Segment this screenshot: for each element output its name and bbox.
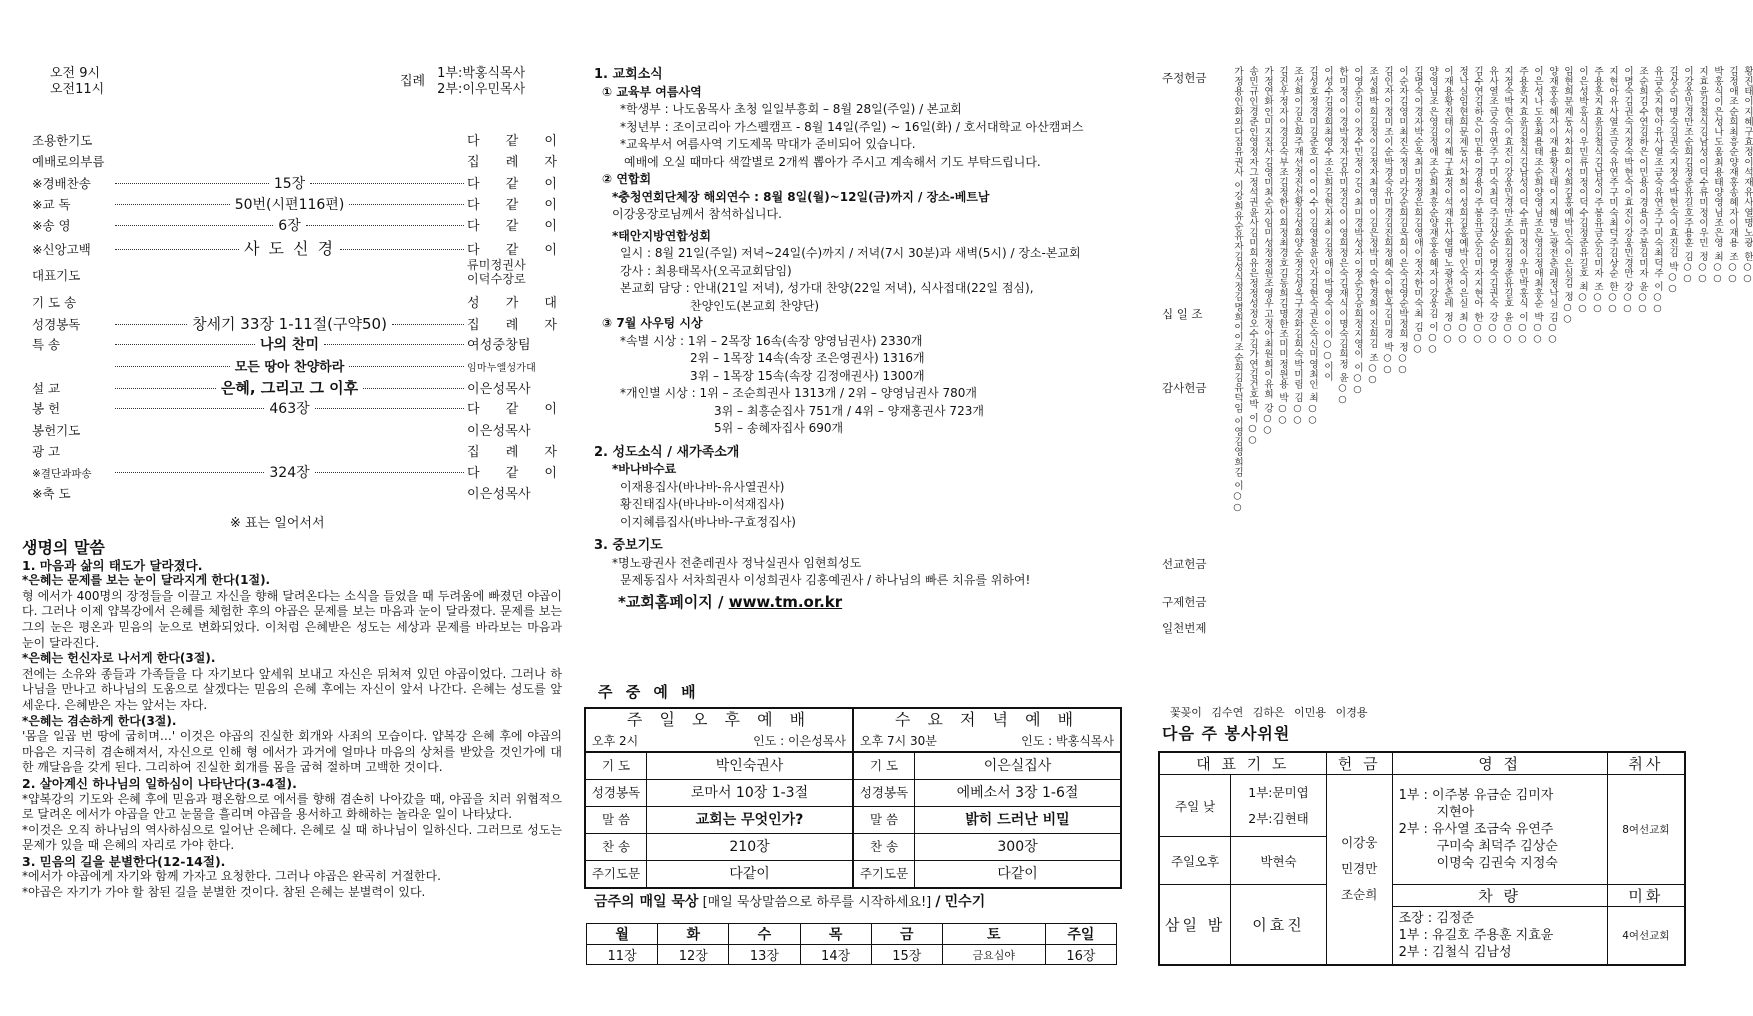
offering-name-column: 이영순김이이정수민정이김이최미경박성자이정순김승희정지영이 이○○: [1352, 66, 1363, 396]
sunday-afternoon-worship: 주 일 오 후 예 배 오후 2시 인도 : 이은성목사 기 도 박인숙권사 성경봉독 로마서 10장 1-3절 말 씀 교회는 무엇인가? 찬 송 210장 주기도문 다같이: [586, 709, 852, 887]
order-row: 봉 헌 463장 다 같 이: [32, 401, 568, 418]
offering-name-column: 양재홍송혜자이재용황진태이지혜명노광전춘레정낙실 김○○: [1547, 66, 1558, 346]
offering-name-column: 김상순이명숙김권숙지정숙박현숙이효진김 박○○: [1667, 66, 1678, 295]
offering-name-column: 양영님조은영김정애조순희최흥순양재홍송혜자이강웅김 이○○: [1427, 66, 1438, 356]
offering-name-column: 임현희문제동서차희이성희김홍예박인숙이은실김 정○○: [1562, 66, 1573, 325]
offering-names: [1232, 66, 1753, 688]
order-row: 기 도 송 성 가 대: [32, 294, 568, 311]
order-row: ※결단과파송 324장 다 같 이: [32, 465, 568, 482]
sermon-title: 생명의 말씀: [22, 538, 105, 557]
offering-name-column: 김정애조순희최흥순양재홍송혜자이재용 조○○: [1727, 66, 1738, 285]
offering-name-column: 이은성박홍식이우민류미정이덕수김정준유길호 최○○: [1577, 66, 1588, 315]
offering-name-column: 김성호정경미김준호이이이이수이김영철윤인자김현숙권은숙신미영최인 최○○: [1307, 66, 1318, 426]
service-preacher: [400, 66, 525, 98]
offering-name-column: 정낙실임현희문제동서차희이성희김홍예박인숙이은실 최○○: [1457, 66, 1468, 346]
volunteers-table: 대 표 기 도 헌 금 영 접 취사 주일 낮 1부:문미엽 2부:김현태 이강웅 민경만 조순희 1부 : 이주봉 유금순 김미자 지현아 2부 : 유사열 조금숙 유연주 구미숙 최덕주 김상순 이명숙 김권숙 지정숙 8여선교회 주일오후 박현숙 삼일 밤 이효진 차 량 미화 조장 : 김정준 1부 : 유길호 주용훈 지효윤 2부 : 김철식 김남성 4여선교회: [1158, 751, 1686, 966]
order-row: 봉헌기도 이은성목사: [32, 422, 531, 439]
offering-name-column: 이성수김경희최영수조은희김현자최이김정애이박영숙이이이○○이이: [1322, 66, 1333, 382]
offering-name-column: 이강웅민경만조순희김정준유길호주용훈 김○○: [1682, 66, 1693, 285]
offering-name-column: 이명숙김권숙지정숙박현숙이효진이강웅민경만 강○○: [1622, 66, 1633, 315]
stand-note: ※ 표는 일어서서: [230, 516, 325, 531]
offering-name-column: 김진우정자이경김숙부조김정한이희정최경호김동희김명한조미미정원용 박○○: [1277, 66, 1288, 426]
preacher-label: 집례: [400, 74, 426, 89]
offering-name-column: 이순자김영미최진숙정미라강순희김옥희이은숙김영순박정희 정○○: [1397, 66, 1408, 376]
homepage-link[interactable]: www.tm.or.kr: [728, 592, 843, 611]
news-column: [580, 0, 1140, 1016]
sermon-summary: 생명의 말씀 1. 마음과 삶의 태도가 달라졌다. *은혜는 문제를 보는 눈이 달라지게 한다(1절). 형 에서가 400명의 장정들을 이끌고 자신을 향해 달려온다는 소식을 들었을 때 두려움에 빠졌던 야곱이다. 그러나 이제 얍복강에서 은혜를 체험한 후의 야곱은 문제를 보는 마음과 눈이 달라졌다. 문제를 보는 그의 눈은 평온과 믿음의 눈으로 변화되었다. 이처럼 은혜받은 성도는 세상과 문제를 바라보는 마음과 눈이 달라진다. *은혜는 헌신자로 나서게 한다(3절). 전에는 소유와 종들과 가족들을 다 자기보다 앞세워 보내고 자신은 뒤쳐져 있던 야곱이었다. 그러나 하나님을 만나고 하나님의 도움으로 살겠다는 믿음의 은혜 후에는 자신이 앞서 나간다. 은혜는 성도를 앞세운다. 은혜받은 자는 앞서는 자다. *은혜는 겸손하게 한다(3절). '몸을 일곱 번 땅에 굽히며…' 이것은 야곱의 진실한 회개와 사죄의 모습이다. 얍복강 은혜 후에 야곱의 마음은 지극히 겸손해져서, 자신으로 인해 형 에서가 과거에 얼마나 마음의 상처를 받았을 것인가에 대한 깨달음을 갖게 된다. 그리하여 진실한 회개를 몸을 굽혀 절하며 고백한 것이다. 2. 살아계신 하나님의 일하심이 나타난다(3-4절). *얍복강의 기도와 은혜 후에 믿음과 평온함으로 에서를 향해 겸손히 나아갔을 때, 야곱을 치러 위협적으로 달려온 에서가 야곱을 안고 눈물을 흘리며 야곱을 용서하고 화해하는 놀라운 일이 나타났다. *이것은 오직 하나님의 역사하심으로 일어난 은혜다. 은혜로 실 때 하나님이 일하신다. 그러므로 성도는 문제가 있을 때 은혜의 자리로 가야 한다. 3. 믿음의 길을 분별한다(12-14절). *에서가 야곱에게 자기와 함께 가자고 요청한다. 그러나 야곱은 완곡히 거절한다. *야곱은 자기가 가야 할 참된 길을 분별한 것이다. 참된 은혜는 분별력이 있다.: [22, 538, 562, 900]
offering-name-column: 박홍식이은성나도움최용태양영님조은영 최○○: [1712, 66, 1723, 285]
offering-column: 주정헌금 십 일 조 감사헌금 선교헌금 구제헌금 일천번제 가정용인화외다집유권사 이강희유순유자김성식정김명희이이조순희김유덕임 이영김영희김 이○○ 송민규인경준인영정자그정석권윤사김미희유은정정성정오수김가연김건호박 이○○ 가정연화인미지집사김영미최순자임미성정정원조영우고정아최원희이유희 강○○ 김진우정자이경김숙부조김정한이희정최경호김동희김명한조미미정원용 박○○ 조선희이김은희주재선정진선황김성희양순정김성옥구경화김희숙박미림 김○○ 김성호정경미김준호이이이이수이김영철윤인자김현숙권은숙신미영최인 최○○ 이성수김경희최영수조은희김현자최이김정애이박영숙이이이○○이이 한미정이이경박정자김유미정김이이영희정은숙김재식이명숙김희정 윤○○ 이영순김이이정수민정이김이최미경박성자이정순김승희정지영이 이○○ 조성희박희김정이김정자최영미이김은정박미숙한경희이진희김 조○○ 김인자이정미조이순박경숙유미경김진희정혜숙이현옥김미경 박○○ 이순자김영미최진숙정미라강순희김옥희이은숙김영순박정희 정○○ 김명숙이경자박순옥최미정정은희김영애이정자한미숙최 김○○ 양영님조은영김정애조순희최흥순양재홍송혜자이강웅김 이○○ 이재용황진태이지혜구효정이석재유사열명노광전춘레 정○○ 정낙실임현희문제동서차희이성희김홍예박인숙이은실 최○○ 김수연김하은이민용이경용이주봉유금순김미자지현아 한○○ 유사열조금숙유연주구미숙최덕주김상순이명숙김권숙 강○○ 지정숙박현숙이효진이강웅민경만조순희김정준유길호 윤○○ 주용훈지효윤김철식김남성이덕수류미정이우민박홍식 이○○ 이은성나도움최용태조순희양영님조은영김정애최흥순 박○○ 양재홍송혜자이재용황진태이지혜명노광전춘레정낙실 김○○ 임현희문제동서차희이성희김홍예박인숙이은실김 정○○ 이은성박홍식이우민류미정이덕수김정준유길호 최○○ 주용훈지효윤김철식김남성이주봉유금순김미자 조○○ 지현아유사열조금숙유연주구미숙최덕주김상순 한○○ 이명숙김권숙지정숙박현숙이효진이강웅민경만 강○○ 조순희김수연김하은이민용이경용이주봉김미자 윤○○ 유금순지현아유사열조금숙유연주구미숙최덕주 이○○ 김상순이명숙김권숙지정숙박현숙이효진김 박○○ 이강웅민경만조순희김정준유길호주용훈 김○○ 지효윤김철식김남성이덕수류미정이우민 정○○ 박홍식이은성나도움최용태양영님조은영 최○○ 김정애조순희최흥순양재홍송혜자이재용 조○○ 황진태이지혜구효정이석재유사열명노광 한○○ 꽃꽂이 김수연 김하은 이민용 이경용 다음 주 봉사위원 대 표 기 도 헌 금 영 접 취사 주일 낮 1부:문미엽 2부:김현태 이강웅 민경만 조순희 1부 : 이주봉 유금순 김미자 지현아 2부 : 유사열 조금숙 유연주 구미숙 최덕주 김상순 이명숙 김권숙 지정숙 8여선교회 주일오후 박현숙 삼일 밤 이효진 차 량 미화 조장 : 김정준 1부 : 유길호 주용훈 지효윤 2부 : 김철식 김남성 4여선교회: [1140, 0, 1691, 1016]
wednesday-evening-worship: 수 요 저 녁 예 배 오후 7시 30분 인도 : 박홍식목사 기 도 이은실집사 성경봉독 에베소서 3장 1-6절 말 씀 밝히 드러난 비밀 찬 송 300장 주기도문 다같이: [852, 709, 1120, 887]
order-row: 설 교 은혜, 그리고 그 이후 이은성목사: [32, 378, 531, 397]
church-news: 1. 교회소식 ① 교육부 여름사역 *학생부 : 나도움목사 초청 일일부흥회 – 8월 28일(주일) / 본교회 *청년부 : 조이코리아 가스펠캠프 - 8월 14일(주일) ~ 16일(화) / 호서대학교 아산캠퍼스 *교육부서 여름사역 기도제목 막대가 준비되어 있습니다. 예배에 오실 때마다 색깔별로 2개씩 뽑아가 주시고 계속해서 기도 부탁드립니다. ② 연합회 *충청연회단체장 해외연수 : 8월 8일(월)~12일(금)까지 / 장소-베트남 이강웅장로님께서 참석하십니다. *태안지방연합성회 일시 : 8월 21일(주일) 저녁~24일(수)까지 / 저녁(7시 30분)과 새벽(5시) / 장소-본교회 강사 : 최용태목사(오곡교회담임) 본교회 담당 : 안내(21일 저녁), 성가대 찬양(22일 저녁), 식사접대(22일 점심), 찬양인도(본교회 찬양단) ③ 7월 사우팅 시상 *속별 시상 : 1위 – 2목장 16속(속장 양영님권사) 2330개 2위 – 1목장 14속(속장 조은영권사) 1316개 3위 – 1목장 15속(속장 김정애권사) 1300개 *개인별 시상 : 1위 – 조순희권사 1313개 / 2위 – 양영님권사 780개 3위 – 최흥순집사 751개 / 4위 – 양재홍권사 723개 5위 – 송혜자집사 690개 2. 성도소식 / 새가족소개 *바나바수료 이재용집사(바나바-유사열권사) 황진태집사(바나바-이석재집사) 이지혜름집사(바나바-구효정집사) 3. 중보기도 *명노광권사 전춘레권사 정낙실권사 임현희성도 문제동집사 서차희권사 이성희권사 김홍예권사 / 하나님의 빠른 치유를 위하여! *교회홈페이지 / www.tm.or.kr: [594, 66, 1134, 611]
offering-name-column: 한미정이이경박정자김유미정김이이영희정은숙김재식이명숙김희정 윤○○: [1337, 66, 1348, 406]
offering-name-column: 김명숙이경자박순옥최미정정은희김영애이정자한미숙최 김○○: [1412, 66, 1423, 356]
offering-name-column: 조선희이김은희주재선정진선황김성희양순정김성옥구경화김희숙박미림 김○○: [1292, 66, 1303, 426]
order-row: 광 고 집 례 자: [32, 443, 568, 460]
offering-name-column: 이재용황진태이지혜구효정이석재유사열명노광전춘레 정○○: [1442, 66, 1453, 346]
daily-meditation-table: 월 화 수 목 금 토 주일 11장 12장 13장 14장 15장 금요심야 16장: [586, 923, 1117, 965]
order-row: ※경배찬송 15장 다 같 이: [32, 175, 568, 192]
offering-name-column: 지현아유사열조금숙유연주구미숙최덕주김상순 한○○: [1607, 66, 1618, 315]
order-row: 대표기도 류미정권사 이덕수장로: [32, 258, 547, 292]
offering-name-column: 지정숙박현숙이효진이강웅민경만조순희김정준유길호 윤○○: [1502, 66, 1513, 346]
order-row: ※송 영 6장 다 같 이: [32, 218, 568, 235]
prayer-name: 이덕수장로: [467, 271, 526, 286]
order-row: ※축 도 이은성목사: [32, 486, 531, 503]
time-second: 오전11시: [50, 82, 105, 97]
offering-name-column: 김수연김하은이민용이경용이주봉유금순김미자지현아 한○○: [1472, 66, 1483, 346]
offering-name-column: 이은성나도움최용태조순희양영님조은영김정애최흥순 박○○: [1532, 66, 1543, 346]
next-week-volunteers-title: 다음 주 봉사위원: [1162, 724, 1291, 743]
weekday-worship-table: [584, 707, 1122, 889]
offering-name-column: 유사열조금숙유연주구미숙최덕주김상순이명숙김권숙 강○○: [1487, 66, 1498, 346]
preacher-second: 2부:이우민목사: [437, 82, 526, 97]
representative-prayer-names: [467, 258, 547, 286]
worship-order-column: [0, 0, 580, 1016]
time-first: 오전 9시: [50, 66, 101, 81]
order-row: 조용한기도 다 같 이: [32, 133, 568, 149]
order-row: ※교 독 50번(시편116편) 다 같 이: [32, 196, 568, 213]
homepage-line: *교회홈페이지 / www.tm.or.kr: [618, 592, 843, 611]
order-of-worship: [32, 130, 568, 505]
order-row: ※신앙고백 사 도 신 경 다 같 이: [32, 239, 568, 259]
daily-meditation-title: 금주의 매일 묵상 [매일 묵상말씀으로 하루를 시작하세요!] / 민수기: [594, 894, 986, 910]
service-times: [50, 66, 104, 98]
offering-name-column: 조순희김수연김하은이민용이경용이주봉김미자 윤○○: [1637, 66, 1648, 315]
offering-name-column: 주용훈지효윤김철식김남성이주봉유금순김미자 조○○: [1592, 66, 1603, 315]
prayer-name: 류미정권사: [467, 257, 526, 272]
offering-name-column: 송민규인경준인영정자그정석권윤사김미희유은정정성정오수김가연김건호박 이○○: [1247, 66, 1258, 447]
order-row: 성경봉독 창세기 33장 1-11절(구약50) 집 례 자: [32, 315, 568, 334]
offering-name-column: 가정연화인미지집사김영미최순자임미성정정원조영우고정아최원희이유희 강○○: [1262, 66, 1273, 436]
order-row: 모든 땅아 찬양하라 임마누엘성가대: [32, 356, 547, 377]
order-row: 예배로의부름 집 례 자: [32, 154, 568, 171]
order-row: 특 송 나의 찬미 여성중창팀: [32, 337, 531, 354]
offering-name-column: 지효윤김철식김남성이덕수류미정이우민 정○○: [1697, 66, 1708, 285]
offering-name-column: 주용훈지효윤김철식김남성이덕수류미정이우민박홍식 이○○: [1517, 66, 1528, 346]
offering-name-column: 황진태이지혜구효정이석재유사열명노광 한○○: [1742, 66, 1753, 285]
preacher-first: 1부:박홍식목사: [437, 66, 526, 81]
weekday-worship-title: 주 중 예 배: [598, 683, 700, 701]
flower-arrangement: 꽃꽂이 김수연 김하은 이민용 이경용: [1170, 706, 1368, 719]
offering-name-column: 김인자이정미조이순박경숙유미경김진희정혜숙이현옥김미경 박○○: [1382, 66, 1393, 376]
offering-name-column: 가정용인화외다집유권사 이강희유순유자김성식정김명희이이조순희김유덕임 이영김영희김 이○○: [1232, 66, 1243, 514]
offering-name-column: 유금순지현아유사열조금숙유연주구미숙최덕주 이○○: [1652, 66, 1663, 315]
offering-name-column: 조성희박희김정이김정자최영미이김은정박미숙한경희이진희김 조○○: [1367, 66, 1378, 386]
